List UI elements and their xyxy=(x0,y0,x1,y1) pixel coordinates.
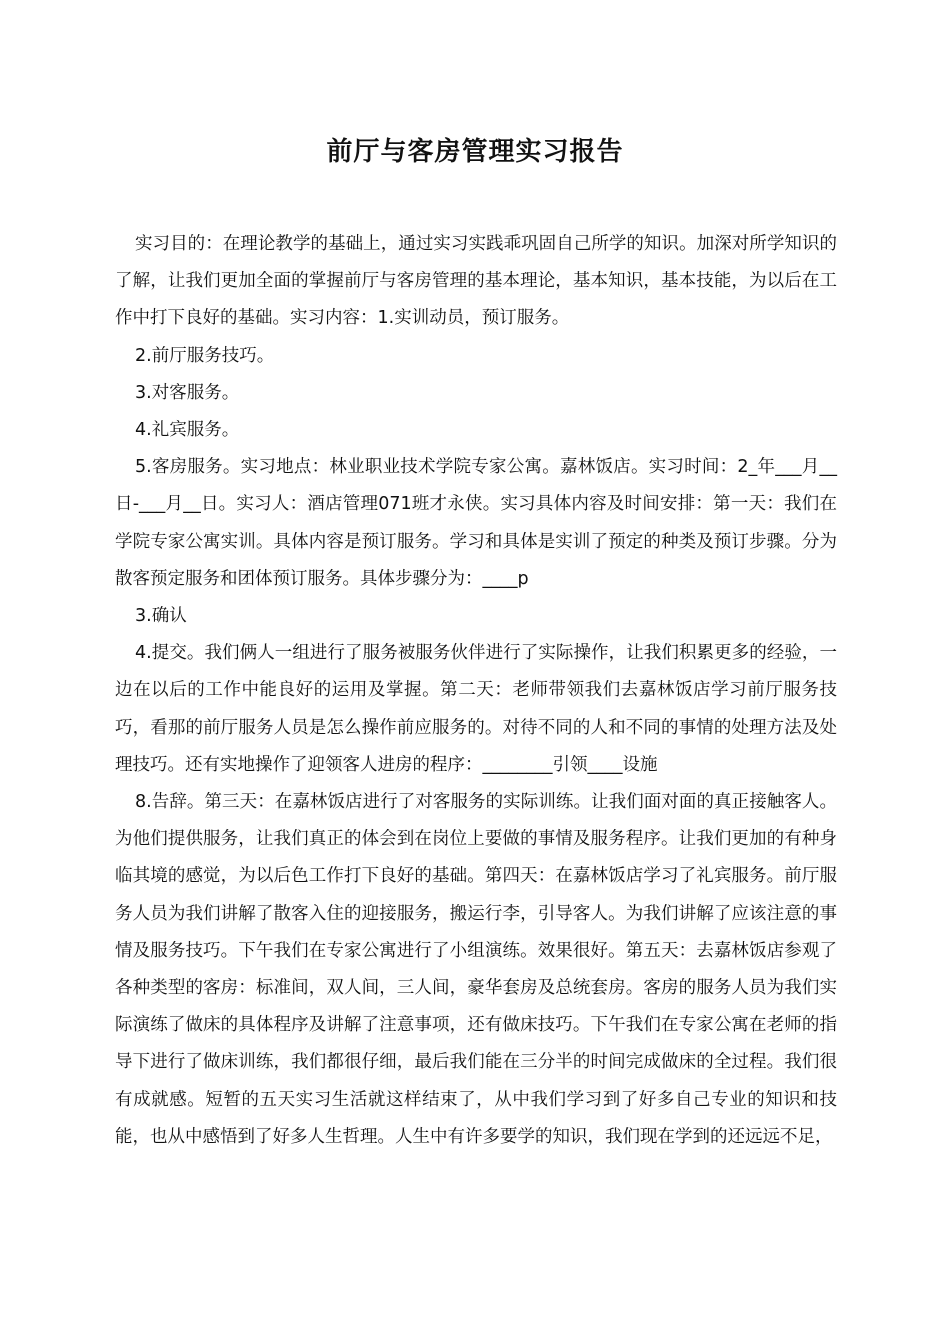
document-title: 前厅与客房管理实习报告 xyxy=(326,137,624,167)
paragraph-farewell: 8.告辞。第三天：在嘉林饭店进行了对客服务的实际训练。让我们面对面的真正接触客人。为他们提供服务，让我们真正的体会到在岗位上要做的事情及服务程序。让我们更加的有种身临其境的感觉，为以后色工作打下良好的基础。第四天：在嘉林饭店学习了礼宾服务。前厅服务人员为我们讲解了散客入住的迎接服务，搬运行李，引导客人。为我们讲解了应该注意的事情及服务技巧。下午我们在专家公寓进行了小组演练。效果很好。第五天：去嘉林饭店参观了各种类型的客房：标准间，双人间，三人间，豪华套房及总统套房。客房的服务人员为我们实际演练了做床的具体程序及讲解了注意事项，还有做床技巧。下午我们在专家公寓在老师的指导下进行了做床训练，我们都很仔细，最后我们能在三分半的时间完成做床的全过程。我们很有成就感。短暂的五天实习生活就这样结束了，从中我们学习到了好多自己专业的知识和技能，也从中感悟到了好多人生哲理。人生中有许多要学的知识，我们现在学到的还远远不足， xyxy=(115,792,837,1147)
document-body xyxy=(115,226,837,1156)
paragraph-submit: 4.提交。我们俩人一组进行了服务被服务伙伴进行了实际操作，让我们积累更多的经验，一边在以后的工作中能良好的运用及掌握。第二天：老师带领我们去嘉林饭店学习前厅服务技巧，看那的前厅服务人员是怎么操作前应服务的。对待不同的人和不同的事情的处理方法及处理技巧。还有实地操作了迎领客人进房的程序：________引领____设施 xyxy=(115,643,837,775)
paragraph-purpose: 实习目的：在理论教学的基础上，通过实习实践乖巩固自己所学的知识。加深对所学知识的了解，让我们更加全面的掌握前厅与客房管理的基本理论，基本知识，基本技能，为以后在工作中打下良好的基础。实习内容：1.实训动员，预订服务。 xyxy=(115,234,837,329)
paragraph-item-5: 5.客房服务。实习地点：林业职业技术学院专家公寓。嘉林饭店。实习时间：2_年___月__日-___月__日。实习人：酒店管理071班才永侠。实习具体内容及时间安排：第一天：我们在学院专家公寓实训。具体内容是预订服务。学习和具体是实训了预定的种类及预订步骤。分为散客预定服务和团体预订服务。具体步骤分为：____p xyxy=(115,457,837,589)
paragraph-item-2: 2.前厅服务技巧。 xyxy=(135,345,275,366)
paragraph-item-3: 3.对客服务。 xyxy=(135,382,240,403)
paragraph-item-4: 4.礼宾服务。 xyxy=(135,420,240,441)
paragraph-confirm: 3.确认 xyxy=(135,606,187,627)
